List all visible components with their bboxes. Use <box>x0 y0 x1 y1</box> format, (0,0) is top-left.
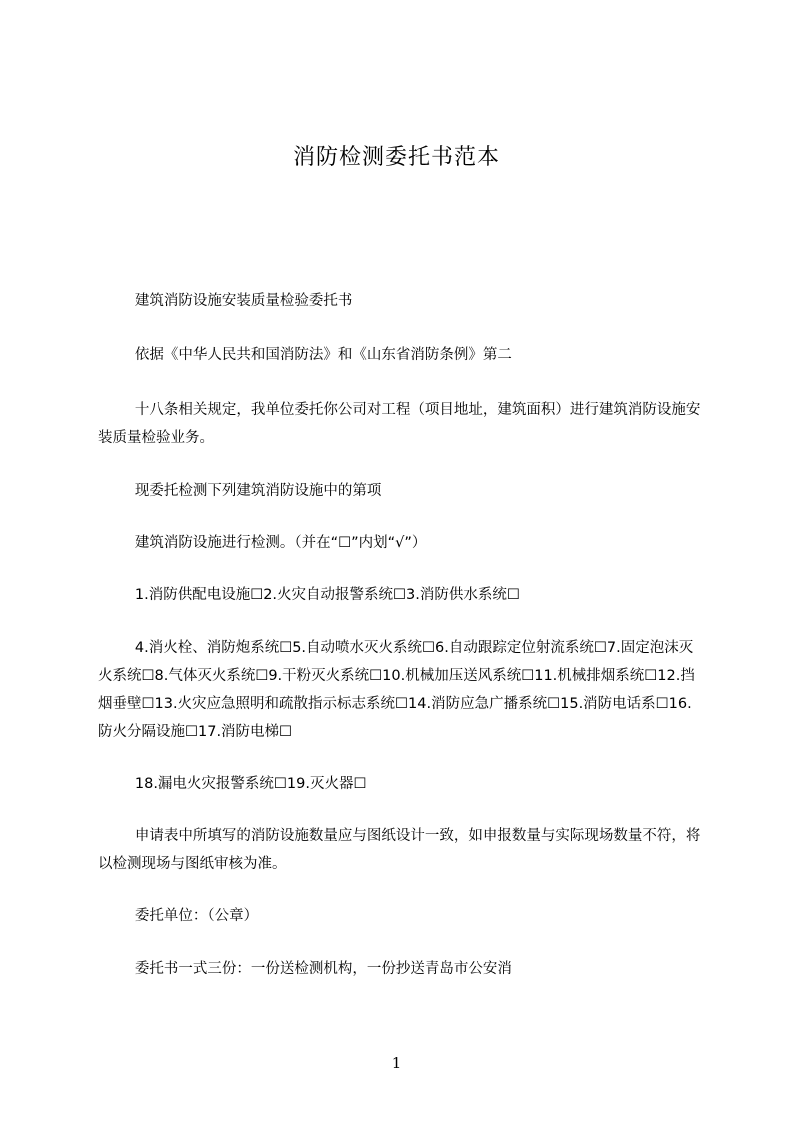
paragraph-client-unit: 委托单位：（公章） <box>98 908 259 924</box>
paragraph-instruction: 建筑消防设施进行检测。（并在“☐”内划“√”） <box>98 535 427 551</box>
paragraph-items-4-17: 4.消火栓、消防炮系统☐5.自动喷水灭火系统☐6.自动跟踪定位射流系统☐7.固定泡沫灭火系统☐8.气体灭火系统☐9.干粉灭火系统☐10.机械加压送风系统☐11.机械排烟系统☐12.挡烟垂壁☐13.火灾应急照明和疏散指示标志系统☐14.消防应急广播系统☐15.消防电话系☐16.防火分隔设施☐17.消防电梯☐ <box>98 640 695 740</box>
paragraph-basis: 依据《中华人民共和国消防法》和《山东省消防条例》第二 <box>98 347 512 363</box>
paragraph-items-intro: 现委托检测下列建筑消防设施中的第项 <box>98 483 382 499</box>
paragraph-items-18-19: 18.漏电火灾报警系统☐19.灭火器☐ <box>98 776 367 792</box>
paragraph-note: 申请表中所填写的消防设施数量应与图纸设计一致，如申报数量与实际现场数量不符，将以检测现场与图纸审核为准。 <box>98 828 701 872</box>
paragraph-commission: 十八条相关规定，我单位委托你公司对工程（项目地址，建筑面积）进行建筑消防设施安装质量检验业务。 <box>98 402 701 446</box>
paragraph-items-1-3: 1.消防供配电设施☐2.火灾自动报警系统☐3.消防供水系统☐ <box>98 587 520 603</box>
page-title: 消防检测委托书范本 <box>292 145 500 170</box>
paragraph-heading: 建筑消防设施安装质量检验委托书 <box>98 293 353 309</box>
page-number: 1 <box>391 1054 402 1072</box>
paragraph-copies: 委托书一式三份：一份送检测机构，一份抄送青岛市公安消 <box>98 961 512 977</box>
